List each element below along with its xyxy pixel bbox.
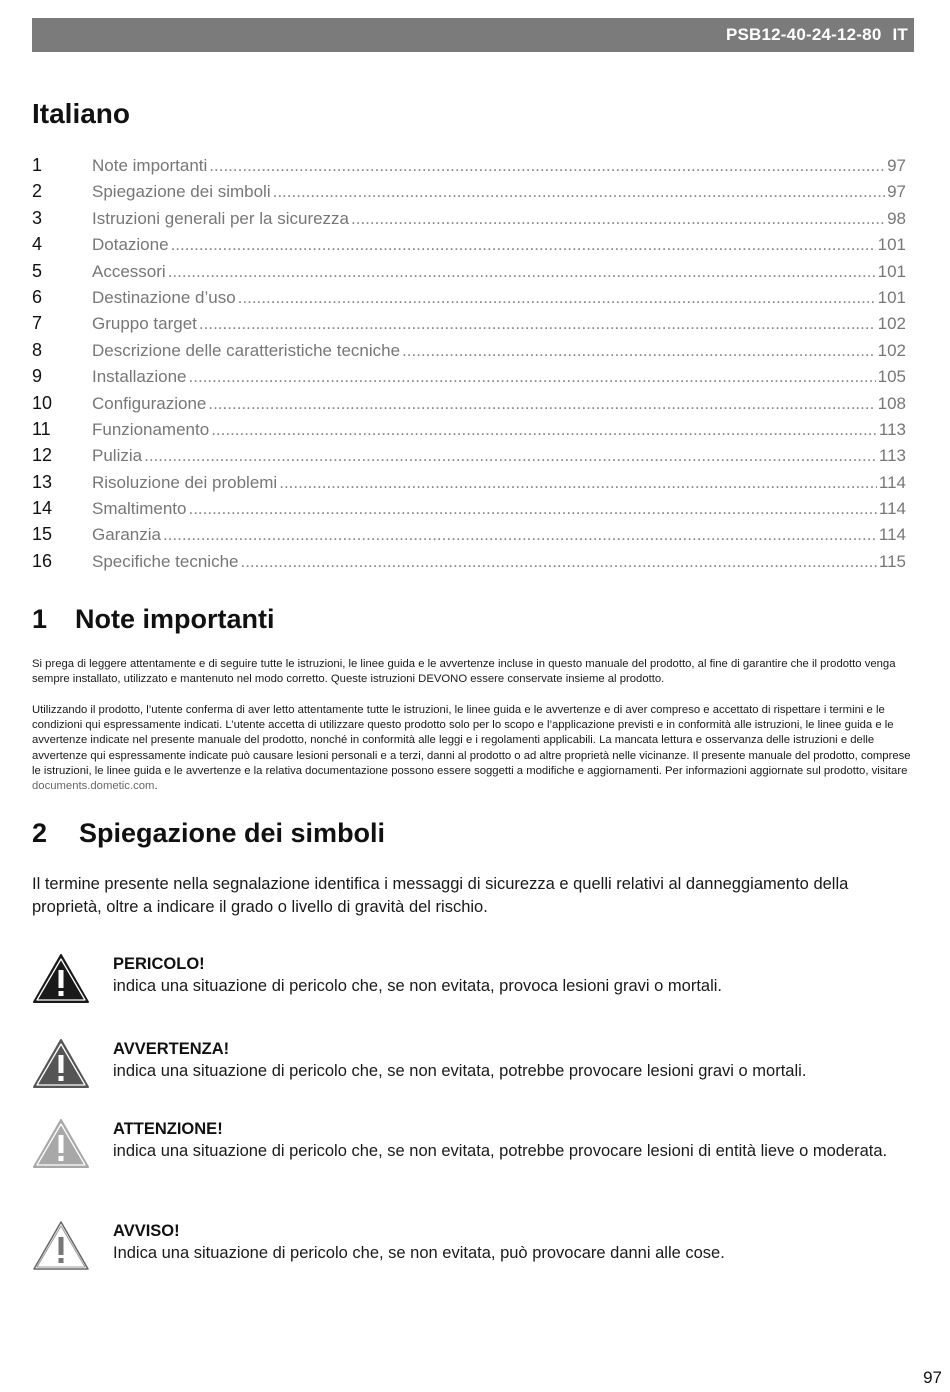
symbols-intro-paragraph: Il termine presente nella segnalazione identifica i messaggi di sicurezza e quelli relativi al danneggiamento della proprietà, oltre a indicare il grado o livello di gravità del rischio.	[32, 875, 849, 916]
toc-entry-number: 12	[32, 445, 53, 466]
toc-entry-number: 13	[32, 471, 53, 492]
symbol-label: ATTENZIONE!	[113, 1120, 223, 1138]
symbol-text	[113, 1038, 913, 1082]
toc-leader-dots	[199, 314, 876, 334]
toc-leader-dots	[209, 156, 885, 176]
toc-leader-dots	[208, 394, 875, 414]
toc-entry-number: 1	[32, 155, 43, 175]
toc-entry[interactable]	[32, 524, 906, 550]
toc-entry-title: Istruzioni generali per la sicurezza	[92, 208, 350, 228]
toc-entry-number: 9	[32, 366, 43, 387]
header-model: PSB12-40-24-12-80	[725, 25, 882, 44]
notice-triangle-icon	[32, 1220, 90, 1272]
toc-entry-page: 114	[878, 525, 906, 545]
toc-entry-page: 113	[878, 446, 906, 466]
symbol-text	[113, 1118, 913, 1162]
toc-entry[interactable]	[32, 393, 906, 419]
toc-entry[interactable]	[32, 551, 906, 577]
toc-leader-dots	[238, 288, 876, 308]
toc-leader-dots	[168, 262, 876, 282]
symbol-text	[113, 1220, 913, 1264]
toc-entry-number: 8	[32, 339, 43, 360]
symbol-label: AVVISO!	[113, 1222, 180, 1240]
toc-leader-dots	[402, 341, 876, 361]
toc-entry-title: Garanzia	[92, 525, 161, 545]
symbol-description: indica una situazione di pericolo che, se non evitata, potrebbe provocare lesioni di entità lieve o moderata.	[113, 1142, 888, 1160]
toc-entry[interactable]	[32, 340, 906, 366]
toc-entry-number: 5	[32, 260, 43, 281]
toc-entry-number: 3	[32, 207, 43, 228]
toc-leader-dots	[163, 525, 877, 545]
toc-entry-page: 113	[878, 419, 906, 439]
toc-entry-page: 98	[887, 208, 906, 228]
toc-entry[interactable]	[32, 366, 906, 392]
toc-entry-number: 14	[32, 498, 53, 519]
toc-leader-dots	[240, 552, 876, 572]
toc-leader-dots	[144, 446, 877, 466]
toc-entry-page: 108	[877, 393, 906, 413]
toc-entry[interactable]	[32, 261, 906, 287]
section-heading-note-importanti	[32, 604, 275, 635]
header-lang-code: IT	[892, 25, 908, 44]
symbol-text	[113, 953, 913, 997]
symbol-description: indica una situazione di pericolo che, se non evitata, provoca lesioni gravi o mortali.	[113, 977, 723, 995]
toc-entry-title: Descrizione delle caratteristiche tecniche	[92, 340, 401, 360]
toc-entry-title: Accessori	[92, 261, 166, 281]
toc-entry-number: 10	[32, 392, 53, 413]
toc-entry-title: Destinazione d’uso	[92, 287, 236, 307]
toc-entry-number: 6	[32, 286, 43, 307]
important-notes-paragraph-1: Si prega di leggere attentamente e di seguire tutte le istruzioni, le linee guida e le avvertenze incluse in questo manuale del prodotto, al fine di garantire che il prodotto venga sempre installato, utilizzato e mantenuto nel modo corretto. Queste istruzioni DEVONO essere conservate insieme al prodotto.	[32, 658, 896, 686]
toc-entry[interactable]	[32, 313, 906, 339]
section-title: Note importanti	[75, 604, 275, 634]
toc-entry-title: Funzionamento	[92, 419, 210, 439]
symbol-description: Indica una situazione di pericolo che, se non evitata, può provocare danni alle cose.	[113, 1244, 725, 1262]
toc-leader-dots	[273, 182, 885, 202]
toc-entry[interactable]	[32, 498, 906, 524]
toc-entry-title: Gruppo target	[92, 314, 197, 334]
section-number: 1	[32, 604, 48, 634]
page-number: 97	[923, 1368, 942, 1387]
toc-entry[interactable]	[32, 287, 906, 313]
toc-entry-page: 101	[877, 261, 906, 281]
header-bar	[32, 18, 914, 52]
toc-entry-title: Dotazione	[92, 235, 169, 255]
danger-triangle-icon	[32, 953, 90, 1005]
toc-entry-title: Installazione	[92, 367, 187, 387]
toc-entry-number: 7	[32, 313, 43, 334]
toc-entry-page: 105	[877, 367, 906, 387]
toc-entry-page: 115	[878, 551, 906, 571]
toc-leader-dots	[351, 209, 885, 229]
important-notes-paragraph-2	[32, 703, 916, 794]
section-number: 2	[32, 818, 48, 848]
toc-entry-page: 114	[878, 472, 906, 492]
toc-entry-title: Pulizia	[92, 446, 143, 466]
toc-entry-page: 102	[877, 340, 906, 360]
toc-entry-title: Specifiche tecniche	[92, 551, 239, 571]
documents-link[interactable]: documents.dometic.com	[32, 780, 155, 793]
toc-entry-title: Spiegazione dei simboli	[92, 182, 271, 202]
toc-entry[interactable]	[32, 419, 906, 445]
toc-entry-number: 2	[32, 181, 43, 202]
toc-entry-page: 97	[887, 182, 906, 202]
table-of-contents	[32, 155, 906, 577]
important-notes-paragraph-2-text: Utilizzando il prodotto, l’utente conferma di aver letto attentamente tutte le istruzioni, le linee guida e le avvertenze e di aver compreso e accettato di rispettare i termini e le condizioni qui espressamente indicati. L’utente accetta di utilizzare questo prodotto solo per lo scopo e l’applicazione previsti e in conformità alle istruzioni, le linee guida e le avvertenze indicate nel presente manuale del prodotto, nonché in conformità alle leggi e i regolamenti applicabili. La mancata lettura e osservanza delle istruzioni e delle avvertenze qui espressamente indicate può causare lesioni personali e a terzi, danni al prodotto o ad altre proprietà nelle vicinanze. Il presente manuale del prodotto, comprese le istruzioni, le linee guida e le avvertenze e la relativa documentazione possono essere soggetti a modifiche e aggiornamenti. Per informazioni aggiornate sul prodotto, visitare	[32, 704, 911, 777]
toc-entry[interactable]	[32, 208, 906, 234]
warning-triangle-icon	[32, 1038, 90, 1090]
section-heading-spiegazione-simboli	[32, 818, 385, 849]
toc-leader-dots	[279, 473, 877, 493]
toc-leader-dots	[188, 499, 876, 519]
toc-entry-page: 114	[878, 499, 906, 519]
toc-entry-page: 101	[877, 235, 906, 255]
toc-leader-dots	[171, 235, 876, 255]
caution-triangle-icon	[32, 1118, 90, 1170]
toc-entry[interactable]	[32, 472, 906, 498]
language-title: Italiano	[32, 98, 131, 129]
toc-entry-number: 15	[32, 524, 53, 545]
section-title: Spiegazione dei simboli	[79, 818, 386, 848]
symbol-label: PERICOLO!	[113, 955, 205, 973]
toc-entry[interactable]	[32, 155, 906, 181]
toc-entry[interactable]	[32, 234, 906, 260]
toc-entry-title: Configurazione	[92, 393, 207, 413]
toc-entry-number: 4	[32, 234, 43, 255]
paragraph-end: .	[154, 780, 158, 793]
toc-entry-title: Risoluzione dei problemi	[92, 472, 278, 492]
toc-entry-page: 97	[887, 156, 906, 175]
toc-entry-number: 11	[32, 418, 51, 439]
toc-entry-title: Smaltimento	[92, 499, 187, 519]
toc-leader-dots	[189, 367, 876, 387]
toc-entry[interactable]	[32, 181, 906, 207]
toc-entry-title: Note importanti	[92, 156, 208, 175]
toc-leader-dots	[211, 420, 877, 440]
toc-entry-number: 16	[32, 550, 53, 571]
symbol-description: indica una situazione di pericolo che, se non evitata, potrebbe provocare lesioni gravi o mortali.	[113, 1062, 807, 1080]
toc-entry-page: 102	[877, 314, 906, 334]
toc-entry-page: 101	[877, 287, 906, 307]
toc-entry[interactable]	[32, 445, 906, 471]
symbol-label: AVVERTENZA!	[113, 1040, 230, 1058]
